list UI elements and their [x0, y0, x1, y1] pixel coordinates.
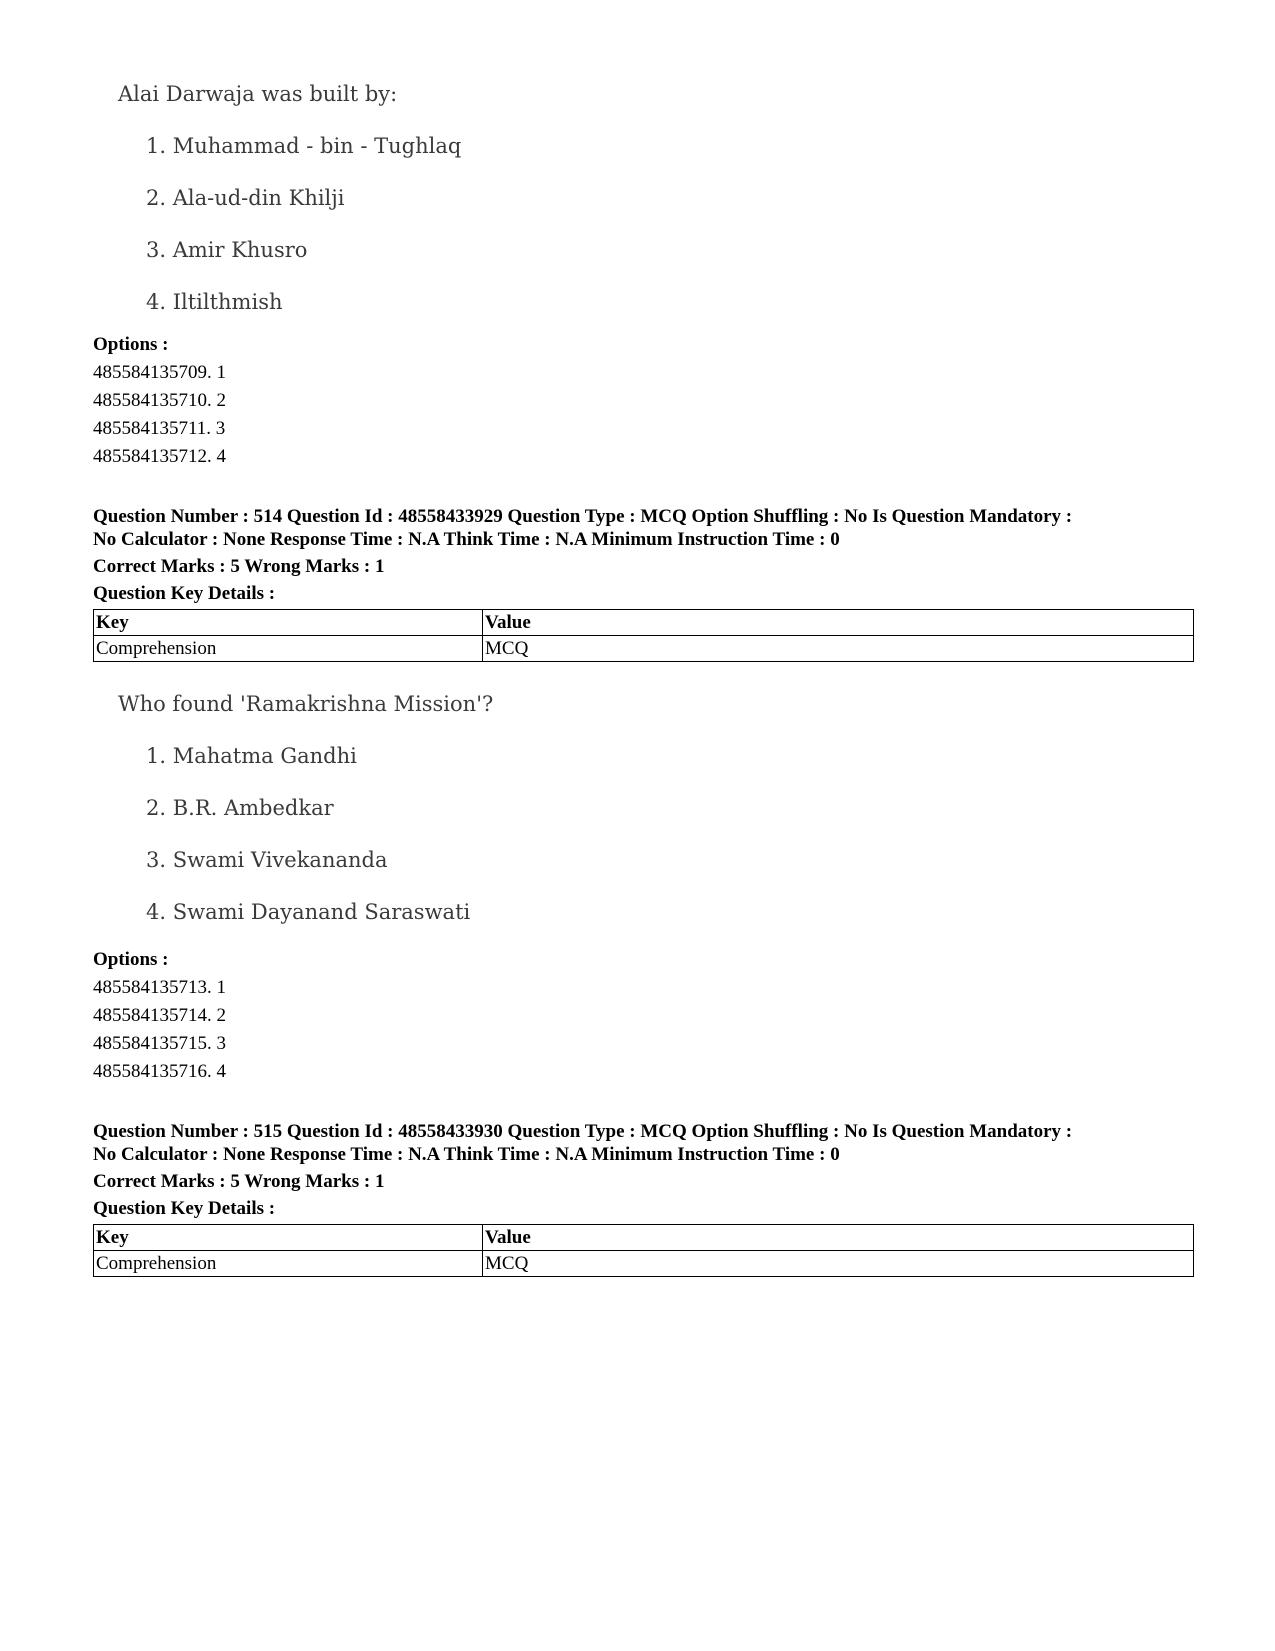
- question-header: [93, 505, 1193, 662]
- option-item: 485584135715. 3: [93, 1033, 226, 1054]
- table-row: [94, 636, 1194, 662]
- table-cell-key: Comprehension: [94, 636, 483, 662]
- option-item: 485584135710. 2: [93, 390, 226, 411]
- table-cell-value: MCQ: [483, 636, 1194, 662]
- table-header-key: Key: [94, 1225, 483, 1251]
- question-text: Who found 'Ramakrishna Mission'?: [118, 692, 494, 716]
- option-item: 485584135714. 2: [93, 1005, 226, 1026]
- choice-2: 2. Ala-ud-din Khilji: [146, 186, 345, 210]
- table-cell-key: Comprehension: [94, 1251, 483, 1277]
- table-header-key: Key: [94, 610, 483, 636]
- option-item: 485584135711. 3: [93, 418, 226, 439]
- question-header: [93, 1120, 1193, 1277]
- options-section: [93, 331, 1193, 471]
- choice-1: 1. Mahatma Gandhi: [146, 744, 357, 768]
- choice-3: 3. Amir Khusro: [146, 238, 308, 262]
- table-header-row: [94, 1225, 1194, 1251]
- question-meta-line-2: No Calculator : None Response Time : N.A Think Time : N.A Minimum Instruction Time : 0: [93, 1144, 840, 1165]
- table-header-row: [94, 610, 1194, 636]
- options-label: Options :: [93, 334, 169, 355]
- question-image: [100, 79, 620, 339]
- choice-2: 2. B.R. Ambedkar: [146, 796, 334, 820]
- choice-4: 4. Iltilthmish: [146, 290, 283, 314]
- marks-line: Correct Marks : 5 Wrong Marks : 1: [93, 1171, 385, 1192]
- question-meta-line-2: No Calculator : None Response Time : N.A Think Time : N.A Minimum Instruction Time : 0: [93, 529, 840, 550]
- choice-1: 1. Muhammad - bin - Tughlaq: [146, 134, 462, 158]
- key-details-table: [93, 1224, 1194, 1277]
- choice-3: 3. Swami Vivekananda: [146, 848, 388, 872]
- key-details-table: [93, 609, 1194, 662]
- options-section: [93, 946, 1193, 1086]
- option-item: 485584135713. 1: [93, 977, 226, 998]
- key-details-label: Question Key Details :: [93, 583, 276, 604]
- options-label: Options :: [93, 949, 169, 970]
- table-row: [94, 1251, 1194, 1277]
- choice-4: 4. Swami Dayanand Saraswati: [146, 900, 471, 924]
- key-details-label: Question Key Details :: [93, 1198, 276, 1219]
- question-image: [100, 689, 620, 949]
- option-item: 485584135709. 1: [93, 362, 226, 383]
- marks-line: Correct Marks : 5 Wrong Marks : 1: [93, 556, 385, 577]
- question-text: Alai Darwaja was built by:: [118, 82, 398, 106]
- option-item: 485584135716. 4: [93, 1061, 226, 1082]
- table-header-value: Value: [483, 1225, 1194, 1251]
- option-item: 485584135712. 4: [93, 446, 226, 467]
- question-meta-line-1: Question Number : 514 Question Id : 48558433929 Question Type : MCQ Option Shuffling : No Is Question Mandatory :: [93, 506, 1073, 527]
- table-cell-value: MCQ: [483, 1251, 1194, 1277]
- question-meta-line-1: Question Number : 515 Question Id : 48558433930 Question Type : MCQ Option Shuffling : No Is Question Mandatory :: [93, 1121, 1073, 1142]
- table-header-value: Value: [483, 610, 1194, 636]
